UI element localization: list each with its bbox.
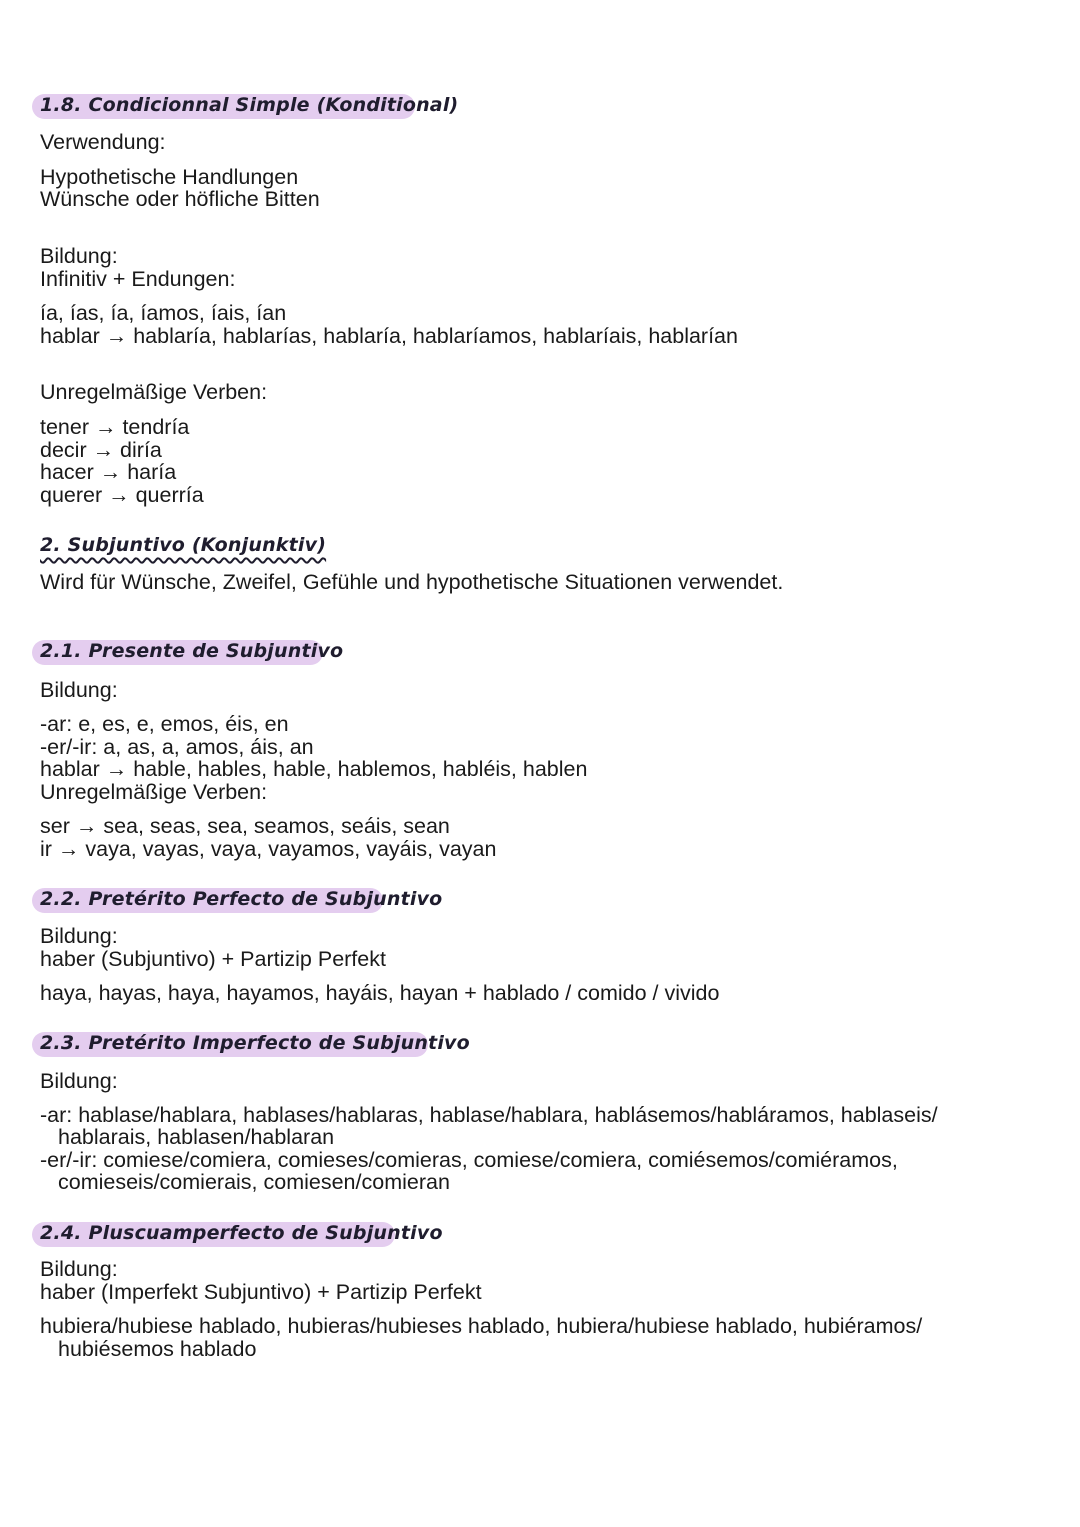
example-line-continued: hubiésemos hablado xyxy=(58,1337,257,1361)
bildung-label: Bildung: xyxy=(40,244,118,268)
irregular-verb: querer → querría xyxy=(40,483,204,507)
irregular-verb: hacer → haría xyxy=(40,460,177,484)
rule-line: -ar: e, es, e, emos, éis, en xyxy=(40,712,289,736)
irregular-verb: decir → diría xyxy=(40,438,162,462)
rule-line: -ar: hablase/hablara, hablases/hablaras, hablase/hablara, hablásemos/habláramos, hablaseis/ xyxy=(40,1103,938,1127)
section-heading-2: 2. Subjuntivo (Konjunktiv) xyxy=(40,534,327,556)
bildung-label: Bildung: xyxy=(40,678,118,702)
verwendung-label: Verwendung: xyxy=(40,130,166,154)
rule-line: Unregelmäßige Verben: xyxy=(40,780,268,804)
use-line: Hypothetische Handlungen xyxy=(40,165,299,189)
example-line: hablar → hablaría, hablarías, hablaría, hablaríamos, hablaríais, hablarían xyxy=(40,324,738,348)
formula-line: haber (Subjuntivo) + Partizip Perfekt xyxy=(40,947,386,971)
endings-line: ía, ías, ía, íamos, íais, ían xyxy=(40,301,287,325)
example-line: hubiera/hubiese hablado, hubieras/hubieses hablado, hubiera/hubiese hablado, hubiéramos/ xyxy=(40,1314,923,1338)
rule-line: hablar → hable, hables, hable, hablemos, habléis, hablen xyxy=(40,757,588,781)
example-line: haya, hayas, haya, hayamos, hayáis, hayan + hablado / comido / vivido xyxy=(40,981,720,1005)
irregular-verb: ser → sea, seas, sea, seamos, seáis, sean xyxy=(40,814,450,838)
section-heading-2-4: 2.4. Pluscuamperfecto de Subjuntivo xyxy=(40,1222,443,1244)
irregular-label: Unregelmäßige Verben: xyxy=(40,380,268,404)
rule-line: -er/-ir: a, as, a, amos, áis, an xyxy=(40,735,314,759)
section-heading-2-1: 2.1. Presente de Subjuntivo xyxy=(40,640,344,662)
description-line: Wird für Wünsche, Zweifel, Gefühle und hypothetische Situationen verwendet. xyxy=(40,570,784,594)
irregular-verb: tener → tendría xyxy=(40,415,190,439)
rule-line-continued: hablarais, hablasen/hablaran xyxy=(58,1125,335,1149)
formula-line: Infinitiv + Endungen: xyxy=(40,267,236,291)
bildung-label: Bildung: xyxy=(40,1069,118,1093)
rule-line-continued: comieseis/comierais, comiesen/comieran xyxy=(58,1170,450,1194)
bildung-label: Bildung: xyxy=(40,924,118,948)
bildung-label: Bildung: xyxy=(40,1257,118,1281)
rule-line: -er/-ir: comiese/comiera, comieses/comieras, comiese/comiera, comiésemos/comiéramos, xyxy=(40,1148,898,1172)
use-line: Wünsche oder höfliche Bitten xyxy=(40,187,320,211)
section-heading-1-8: 1.8. Condicionnal Simple (Konditional) xyxy=(40,94,459,116)
section-heading-2-2: 2.2. Pretérito Perfecto de Subjuntivo xyxy=(40,888,443,910)
formula-line: haber (Imperfekt Subjuntivo) + Partizip Perfekt xyxy=(40,1280,482,1304)
irregular-verb: ir → vaya, vayas, vaya, vayamos, vayáis, vayan xyxy=(40,837,497,861)
section-heading-2-3: 2.3. Pretérito Imperfecto de Subjuntivo xyxy=(40,1032,470,1054)
